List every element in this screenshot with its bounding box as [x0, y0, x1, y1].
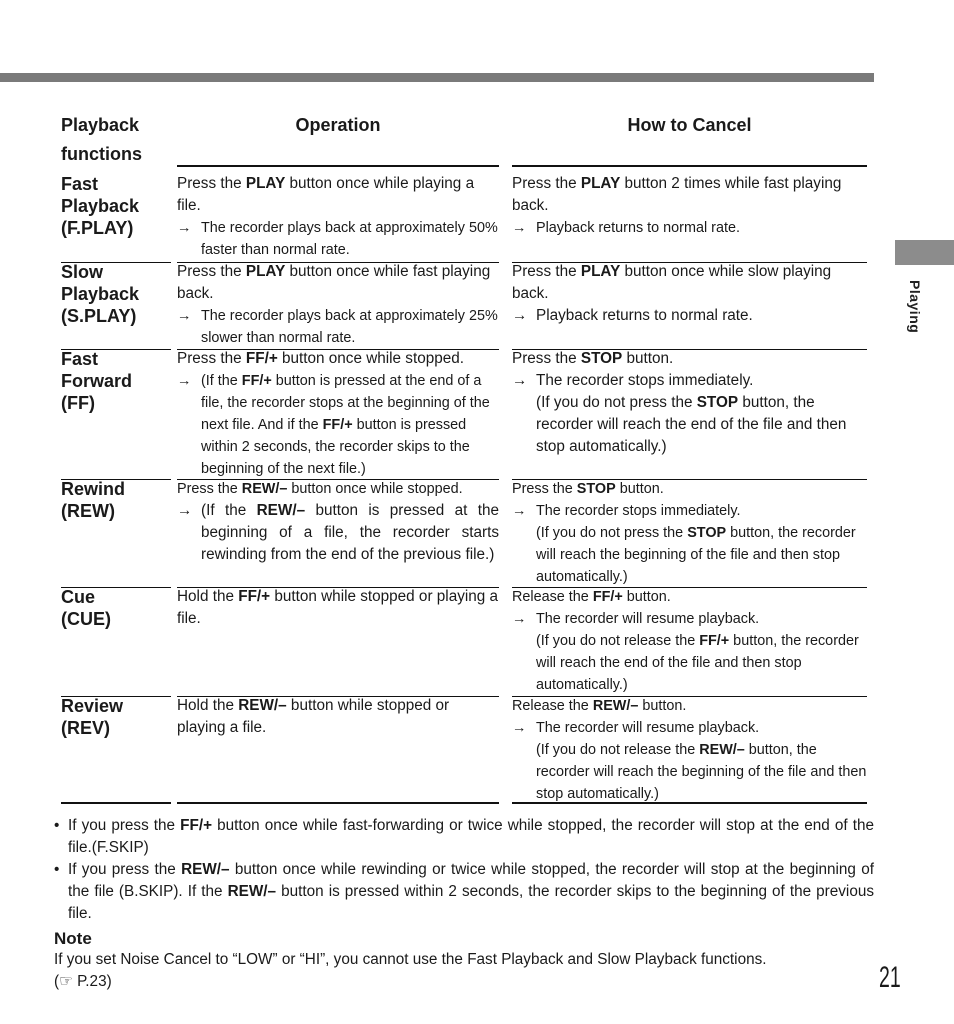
operation-cell: Hold the REW/– button while stopped or playing a file.: [177, 697, 450, 736]
function-name: Rewind (REW): [61, 479, 126, 521]
table-bottom-rule: [177, 802, 499, 804]
notes-bullet-list: [54, 815, 874, 925]
section-tab-label: Playing: [907, 280, 923, 334]
header-rule-cancel: [512, 165, 867, 167]
arrow-icon: →: [512, 611, 527, 627]
function-name: Review (REV): [61, 696, 124, 738]
arrow-icon: →: [512, 220, 527, 236]
cancel-cell: Release the FF/+ button. → The recorder will resume playback. (If you do not release the FF/+ button, the recorder will reach the end of the file and then stop automatically.): [512, 589, 859, 693]
top-decorative-bar: [0, 73, 874, 82]
function-name: Cue (CUE): [61, 587, 111, 629]
arrow-icon: →: [512, 503, 527, 519]
header-rule-operation: [177, 165, 499, 167]
header-operation: Operation: [295, 115, 381, 135]
function-name: Slow Playback (S.PLAY): [61, 262, 140, 326]
note-text: If you set Noise Cancel to “LOW” or “HI”, you cannot use the Fast Playback and Slow Playback functions. (☞ P.23): [54, 951, 767, 990]
function-name: Fast Forward (FF): [61, 349, 133, 413]
arrow-icon: →: [177, 373, 192, 389]
operation-cell: Press the PLAY button once while fast playing back. → The recorder plays back at approximately 25% slower than normal rate.: [177, 263, 498, 346]
cancel-cell: Press the STOP button. → The recorder stops immediately. (If you do not press the STOP button, the recorder will reach the beginning of the file and then stop automatically.): [512, 481, 856, 585]
cancel-cell: Release the REW/– button. → The recorder will resume playback. (If you do not release the REW/– button, the recorder will reach the beginning of the file and then stop automatically.): [512, 698, 867, 802]
operation-cell: Press the REW/– button once while stopped. → (If the REW/– button is pressed at the beginning of a file, the recorder starts rewinding from the end of the previous file.): [177, 481, 499, 563]
cancel-cell: Press the PLAY button 2 times while fast playing back. → Playback returns to normal rate.: [512, 173, 868, 239]
section-tab-marker: [895, 240, 954, 265]
header-playback-functions: Playback functions: [61, 115, 142, 164]
arrow-icon: →: [177, 502, 193, 519]
operation-cell: Press the PLAY button once while playing a file. → The recorder plays back at approximately 50% faster than normal rate.: [177, 175, 498, 258]
arrow-icon: →: [177, 220, 192, 236]
pointing-hand-icon: ☞: [59, 973, 73, 990]
page-number: 21: [879, 961, 901, 994]
arrow-icon: →: [512, 720, 527, 736]
note-heading: Note: [54, 929, 92, 948]
bullet-item: • If you press the REW/– button once while rewinding or twice while stopped, the recorder will stop at the beginning of the file (B.SKIP). If the REW/– button is pressed within 2 seconds, the recorder skips to the beginning of the previous file.: [54, 861, 874, 922]
bullet-item: • If you press the FF/+ button once while fast-forwarding or twice while stopped, the recorder will stop at the end of the file.(F.SKIP): [54, 817, 874, 856]
operation-cell: Press the FF/+ button once while stopped. → (If the FF/+ button is pressed at the end of a file, the recorder stops at the beginning of the next file. And if the FF/+ button is pressed within 2 seconds, the recorder skips to the beginning of the next file.): [177, 350, 490, 477]
operation-cell: Hold the FF/+ button while stopped or playing a file.: [177, 588, 499, 627]
arrow-icon: →: [177, 308, 192, 324]
function-name: Fast Playback (F.PLAY): [61, 174, 140, 238]
cancel-cell: Press the PLAY button once while slow playing back. → Playback returns to normal rate.: [512, 261, 868, 327]
bullet-icon: •: [54, 861, 60, 878]
arrow-icon: →: [512, 372, 528, 389]
bullet-icon: •: [54, 817, 60, 834]
header-how-to-cancel: How to Cancel: [627, 115, 752, 135]
cancel-cell: Press the STOP button. → The recorder stops immediately. (If you do not press the STOP button, the recorder will reach the end of the file and then stop automatically.): [512, 350, 847, 455]
table-bottom-rule: [61, 802, 171, 804]
arrow-icon: →: [512, 307, 528, 324]
